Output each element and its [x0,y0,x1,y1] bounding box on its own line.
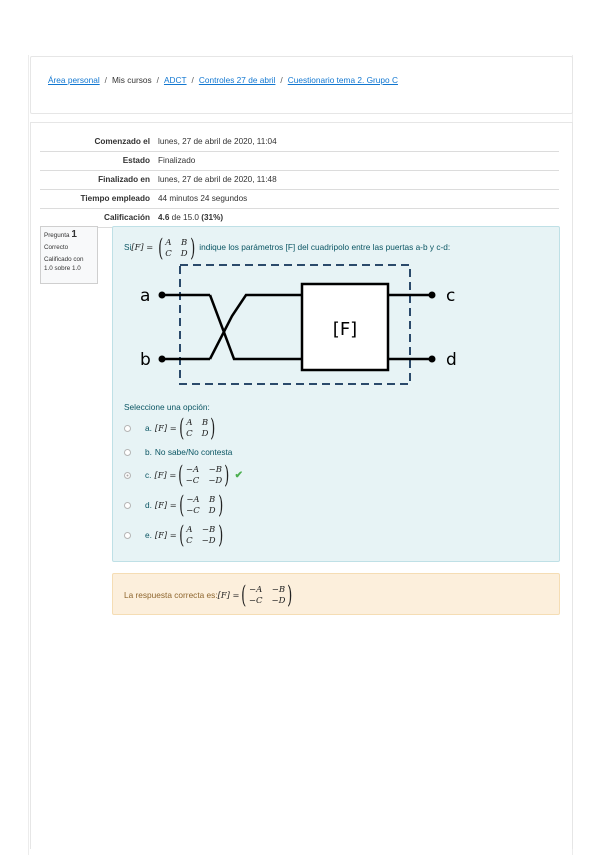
matrix-cell: −D [208,475,223,486]
matrix-cell: A [186,417,193,428]
question-label: Pregunta [44,232,70,239]
question-grade: Calificado con 1.0 sobre 1.0 [44,256,84,272]
f-box-label: [F] [332,319,358,340]
cross-wire-2 [210,295,302,359]
matrix-cell: D [201,428,209,439]
label-d: d [446,350,457,370]
matrix-cell: D [208,505,216,516]
breadcrumb-separator: / [156,75,159,85]
matrix-cell: −B [201,524,216,535]
summary-value: lunes, 27 de abril de 2020, 11:48 [158,175,277,184]
option-letter: a. [145,423,152,433]
question-text-prefix: Si [124,242,132,253]
answer-option-b[interactable] [124,447,232,457]
summary-row-state [40,152,559,171]
label-c: c [446,286,456,306]
matrix-cell: B [209,494,216,505]
breadcrumb-section[interactable]: Controles 27 de abril [198,75,276,85]
terminal-d [429,356,436,363]
summary-grade [154,209,559,228]
summary-label: Estado [122,156,150,165]
question-state: Correcto [44,244,69,251]
summary-label: Finalizado en [98,175,150,184]
matrix-label: [F] = [154,470,177,480]
question-matrix: ( A B C D ) [157,234,195,262]
option-matrix: ( A −B C −D ) [178,521,223,549]
matrix-label: [F] = [154,500,177,510]
grade-percent: (31%) [201,213,224,222]
matrix-cell: −B [208,464,222,475]
terminal-a [159,292,166,299]
feedback-matrix: ( −A −B −C −D ) [241,581,293,609]
question-number: 1 [71,229,77,240]
summary-value: Finalizado [158,156,196,165]
quiz-summary-table [40,133,559,228]
option-letter: c. [145,470,152,480]
matrix-cell: C [165,248,172,259]
matrix-cell: −D [271,595,286,606]
label-a: a [140,286,151,306]
option-matrix: ( −A B −C D ) [178,491,223,519]
breadcrumb-quiz[interactable]: Cuestionario tema 2. Grupo C [287,75,398,85]
matrix-cell: −C [185,475,200,486]
option-letter: e. [145,530,152,540]
breadcrumb-course[interactable]: ADCT [163,75,187,85]
answer-option-c[interactable] [124,463,243,487]
breadcrumb-separator: / [104,75,107,85]
option-letter: d. [145,500,152,510]
summary-label: Comenzado el [94,137,150,146]
breadcrumb-separator: / [280,75,283,85]
matrix-cell: B [201,417,209,428]
matrix-cell: −B [271,584,286,595]
correct-check-icon: ✔ [234,469,244,481]
radio-button[interactable] [124,532,131,539]
breadcrumb [48,75,398,85]
radio-button-selected[interactable] [124,472,131,479]
matrix-label: [F] = [154,530,177,540]
summary-row-started [40,133,559,152]
cross-wire-1 [210,295,302,359]
option-matrix: ( −A −B −C −D ) [178,461,230,489]
summary-label: Calificación [104,213,150,222]
answer-option-e[interactable] [124,523,225,547]
two-port-diagram [124,256,474,388]
summary-row-finished [40,171,559,190]
matrix-cell: B [181,237,188,248]
matrix-cell: C [186,428,193,439]
breadcrumb-separator: / [191,75,194,85]
summary-row-grade [40,209,559,228]
grade-of: de 15.0 [171,213,199,222]
answer-option-a[interactable] [124,416,218,440]
matrix-cell: C [186,535,193,546]
label-b: b [140,350,151,370]
question-info-box [40,226,98,284]
matrix-cell: A [165,237,172,248]
question-text-suffix: indique los parámetros [F] del cuadripolo entre las puertas a-b y c-d: [199,242,451,253]
breadcrumb-mis-cursos: Mis cursos [111,75,152,85]
matrix-cell: −A [249,584,263,595]
breadcrumb-card [30,56,573,114]
summary-value: 44 minutos 24 segundos [158,194,248,203]
answer-option-d[interactable] [124,493,225,517]
feedback-label: La respuesta correcta es: [124,590,218,600]
summary-label: Tiempo empleado [80,194,150,203]
grade-value: 4.6 [158,213,170,222]
matrix-cell: −D [201,535,216,546]
matrix-cell: −A [185,464,200,475]
correct-answer-feedback [124,583,295,607]
matrix-label: [F] = [217,590,240,600]
radio-button[interactable] [124,502,131,509]
matrix-label: [F] = [131,242,156,253]
option-text: No sabe/No contesta [154,447,233,457]
matrix-cell: −A [186,494,200,505]
summary-row-time [40,190,559,209]
matrix-cell: −C [248,595,263,606]
select-option-prompt: Seleccione una opción: [124,402,210,412]
matrix-cell: A [186,524,193,535]
matrix-cell: −C [186,505,200,516]
matrix-cell: D [180,248,188,259]
matrix-label: [F] = [154,423,177,433]
option-letter: b. [145,447,152,457]
breadcrumb-area-personal[interactable]: Área personal [48,75,100,85]
option-matrix: ( A B C D ) [178,414,216,442]
terminal-b [159,356,166,363]
summary-value: lunes, 27 de abril de 2020, 11:04 [158,137,277,146]
terminal-c [429,292,436,299]
radio-button[interactable] [124,425,131,432]
radio-button[interactable] [124,449,131,456]
